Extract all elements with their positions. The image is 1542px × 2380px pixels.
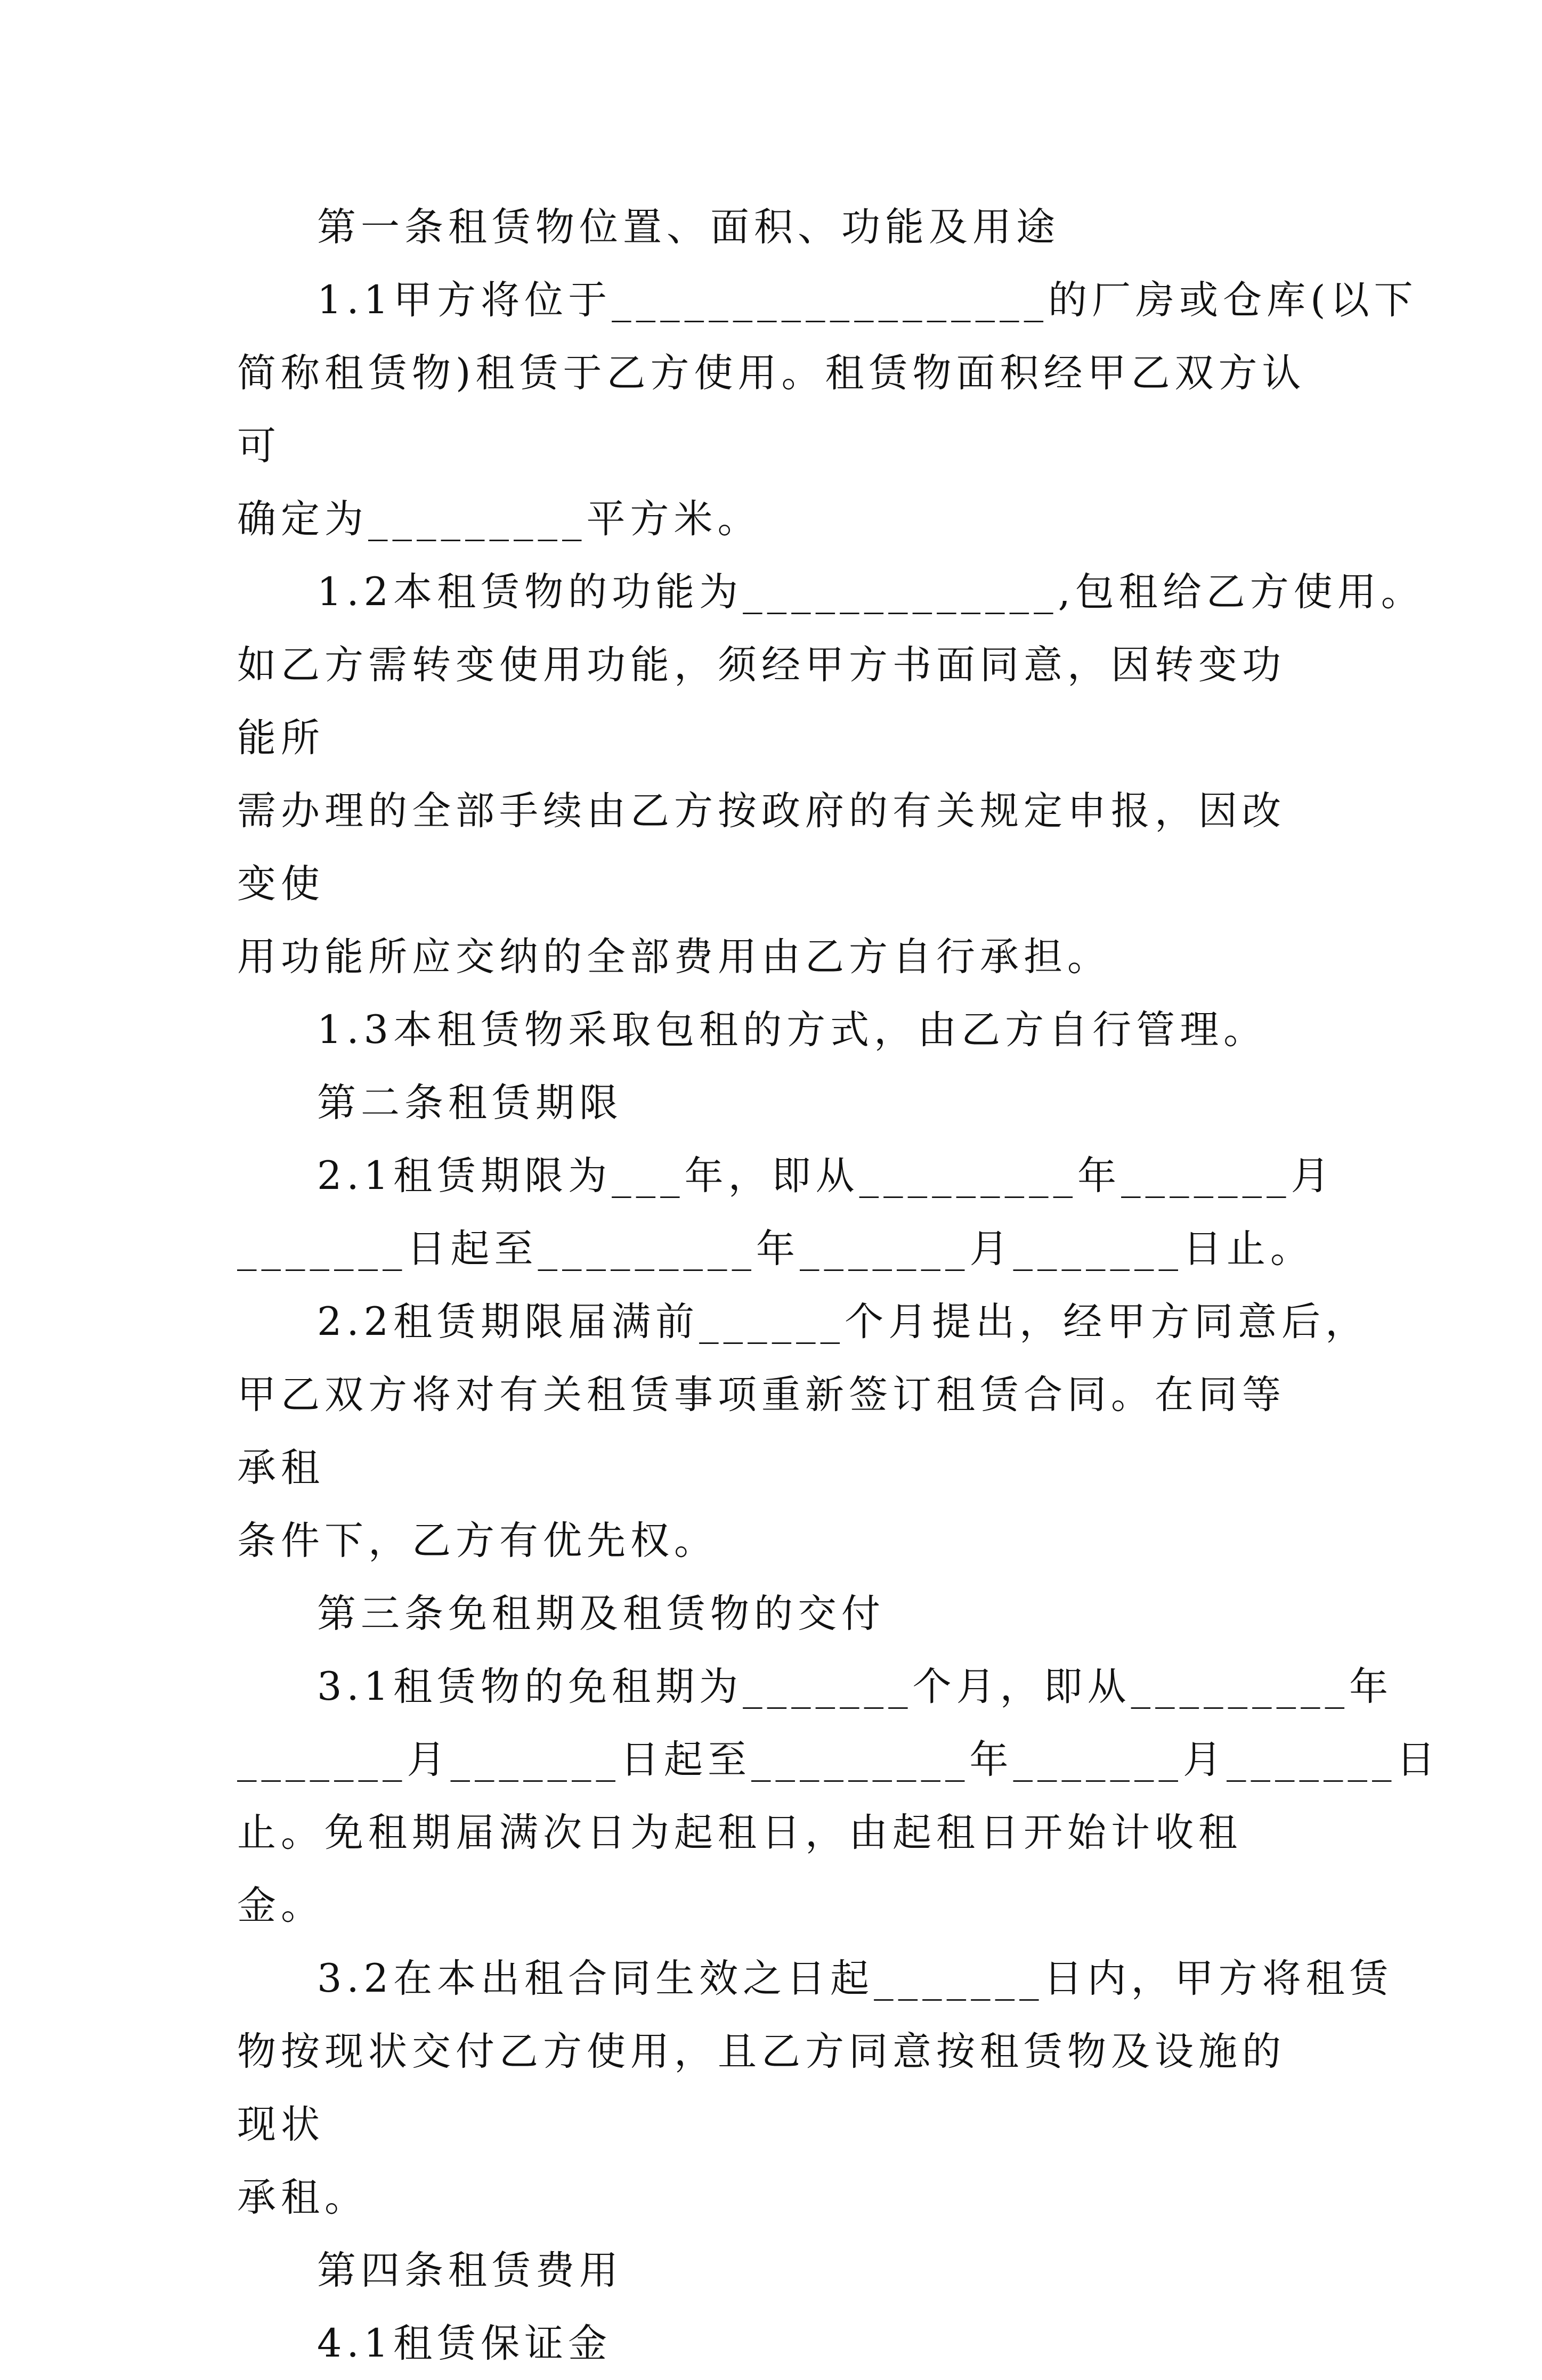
article-1-heading: 第一条租赁物位置、面积、功能及用途 [317, 205, 1060, 250]
document-body [237, 191, 1440, 2380]
clause-1-1-line-1: 1.1甲方将位于__________________的厂房或仓库(以下 [317, 278, 1418, 323]
clause-1-2-line-4: 用功能所应交纳的全部费用由乙方自行承担。 [237, 934, 1111, 980]
clause-1-3: 1.3本租赁物采取包租的方式，由乙方自行管理。 [317, 1007, 1268, 1053]
clause-1-1-line-3: 确定为_________平方米。 [237, 496, 761, 542]
clause-2-1-line-1: 2.1租赁期限为___年，即从_________年_______月 [317, 1153, 1335, 1199]
article-4-heading: 第四条租赁费用 [317, 2248, 623, 2293]
clause-2-2-line-2: 甲乙双方将对有关租赁事项重新签订租赁合同。在同等承租 [237, 1372, 1286, 1490]
clause-3-2-line-3: 承租。 [237, 2175, 368, 2220]
clause-2-1-line-2: _______日起至_________年_______月_______日止。 [237, 1226, 1314, 1271]
clause-1-2-line-2: 如乙方需转变使用功能，须经甲方书面同意，因转变功能所 [237, 642, 1286, 761]
clause-3-1-line-2: _______月_______日起至_________年_______月_______日 [237, 1737, 1440, 1782]
clause-3-2-line-1: 3.2在本出租合同生效之日起_______日内，甲方将租赁 [317, 1956, 1393, 2001]
clause-4-1: 4.1租赁保证金 [317, 2321, 612, 2366]
clause-2-2-line-3: 条件下，乙方有优先权。 [237, 1518, 718, 1563]
clause-1-2-line-3: 需办理的全部手续由乙方按政府的有关规定申报，因改变使 [237, 788, 1286, 907]
clause-2-2-line-1: 2.2租赁期限届满前______个月提出，经甲方同意后， [317, 1299, 1369, 1344]
clause-3-1-line-3: 止。免租期届满次日为起租日，由起租日开始计收租金。 [237, 1810, 1242, 1928]
clause-3-2-line-2: 物按现状交付乙方使用，且乙方同意按租赁物及设施的现状 [237, 2029, 1286, 2147]
article-2-heading: 第二条租赁期限 [317, 1080, 623, 1126]
clause-3-1-line-1: 3.1租赁物的免租期为_______个月，即从_________年 [317, 1664, 1393, 1709]
clause-1-1-line-2: 简称租赁物)租赁于乙方使用。租赁物面积经甲乙双方认可 [237, 351, 1306, 469]
clause-1-2-line-1: 1.2本租赁物的功能为_____________,包租给乙方使用。 [317, 569, 1425, 615]
article-3-heading: 第三条免租期及租赁物的交付 [317, 1591, 885, 1636]
